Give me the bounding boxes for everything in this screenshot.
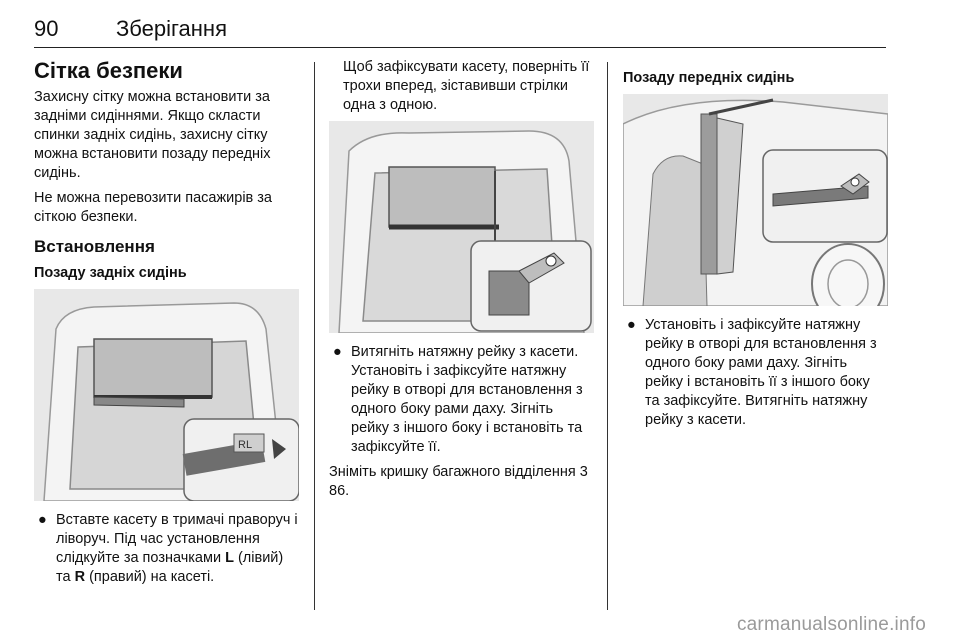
column-divider xyxy=(314,62,315,610)
page-reference-arrow-icon: 3 xyxy=(579,464,588,480)
column-1 xyxy=(34,58,299,593)
figure-rear-seats-illustration xyxy=(34,289,299,501)
figure-tension-rail xyxy=(329,121,594,333)
bullet-install-rail: ● Установіть і зафіксуйте натяжну рейку в отворі для встановлення з одного боку рами даху. Зігніть рейку і встановіть її з іншого боку та зафіксуйте. Витягніть натяжну рейку з касети. xyxy=(627,317,877,428)
page-header xyxy=(34,12,886,48)
column-divider xyxy=(607,62,608,610)
watermark: carmanualsonline.info xyxy=(736,614,926,635)
running-title: Зберігання xyxy=(116,16,227,41)
figure-front-seats xyxy=(623,94,888,306)
bullet-dot-icon: ● xyxy=(627,317,636,333)
bullet-dot-icon: ● xyxy=(38,512,47,528)
figure-rear-seats xyxy=(34,289,299,501)
figure-tension-rail-illustration xyxy=(329,121,594,333)
fix-cassette-paragraph: Щоб зафіксувати касету, поверніть її трохи вперед, зіставивши стрілки одна з одною. xyxy=(343,59,590,113)
intro-paragraph: Захисну сітку можна встановити за задніми сидіннями. Якщо скласти спинки задніх сидінь, захисну сітку можна встановити позаду передніх сидінь. xyxy=(34,89,271,181)
figure-front-seats-illustration xyxy=(623,94,888,306)
column-2 xyxy=(329,58,594,507)
section-title: Сітка безпеки xyxy=(34,58,183,83)
subsubsection-title: Позаду передніх сидінь xyxy=(623,70,795,86)
remove-cover-paragraph: Зніміть кришку багажного відділення 3 86. xyxy=(329,464,588,499)
page-number: 90 xyxy=(34,16,59,41)
warning-paragraph: Не можна перевозити пасажирів за сіткою безпеки. xyxy=(34,190,272,225)
column-3 xyxy=(623,58,888,436)
bullet-dot-icon: ● xyxy=(333,344,342,360)
bullet-insert-cassette: ● Вставте касету в тримачі праворуч і ліворуч. Під час установлення слідкуйте за позначками L (лівий) та R (правий) на касеті. xyxy=(38,512,298,585)
figure-label: RL xyxy=(238,439,253,451)
subsubsection-title: Позаду задніх сидінь xyxy=(34,265,187,281)
subsection-title: Встановлення xyxy=(34,237,155,256)
bullet-pull-rail: ● Витягніть натяжну рейку з касети. Установіть і зафіксуйте натяжну рейку в отворі для встановлення з одного боку рами даху. Зігніть рейку з іншого боку і встановіть та зафіксуйте її. xyxy=(333,344,583,455)
